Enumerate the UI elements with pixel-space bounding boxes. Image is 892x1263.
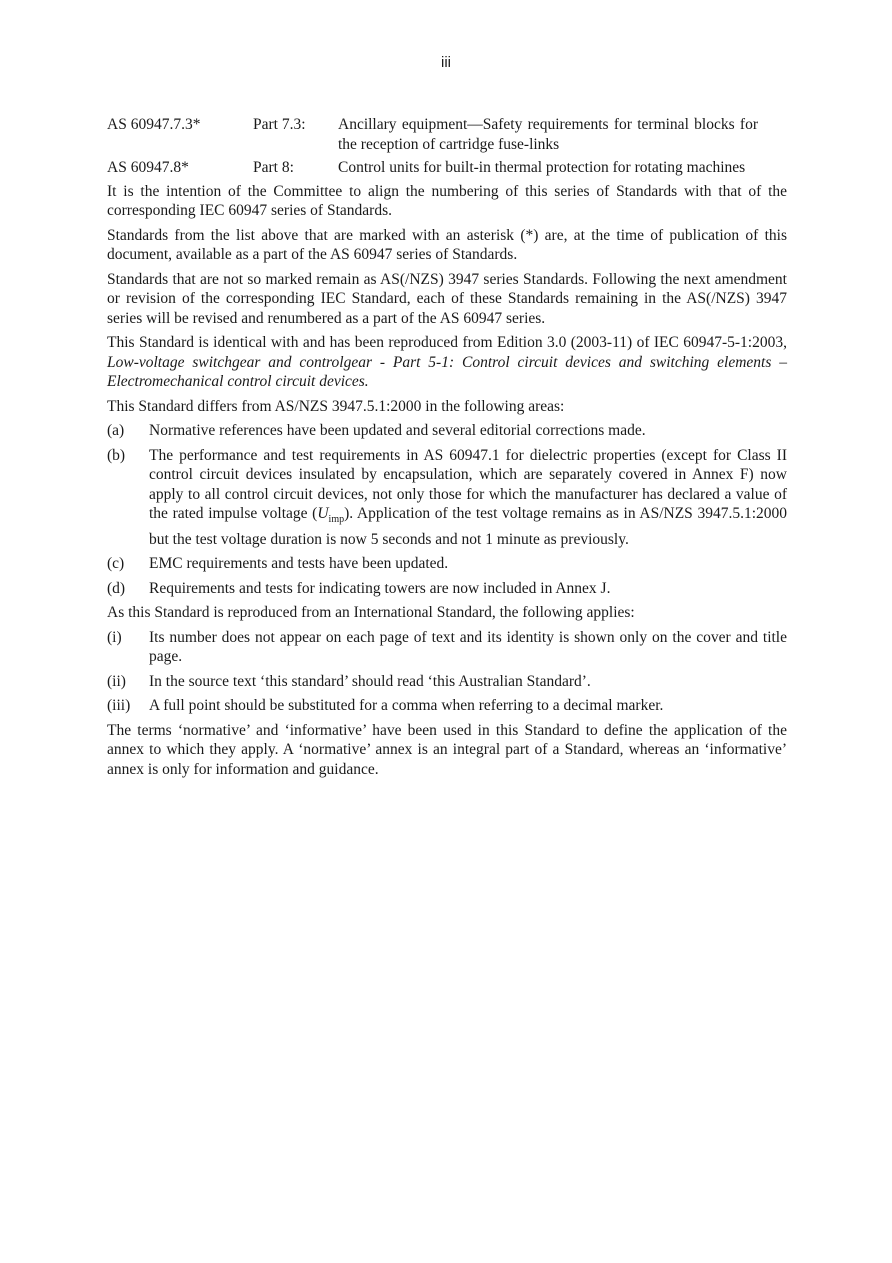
list-marker: (a) [107,422,125,439]
paragraph-not-marked: Standards that are not so marked remain as AS(/NZS) 3947 series Standards. Following the next amendment or revision of the corresponding IEC Standard, each of these Standards remaining in the AS(/NZS) 3947 series will be revised and renumbered as a part of the AS 60947 series. [107,270,787,327]
voltage-symbol: U [317,505,329,522]
list-marker: (iii) [107,697,131,715]
list-item [107,628,787,667]
list-text: Requirements and tests for indicating towers are now included in Annex J. [149,579,611,597]
list-item [107,421,787,441]
part-entry-7-3 [107,115,787,154]
list-marker: (d) [107,579,126,597]
list-item [107,672,787,692]
part-number: Part 8: [253,159,294,176]
part-code: AS 60947.7.3* [107,116,201,133]
part-code: AS 60947.8* [107,159,189,176]
text-after: ). Application of the test voltage remains as in AS/NZS 3947.5.1:2000 but the test voltage duration is now 5 seconds and not 1 minute as previously. [149,505,787,548]
iec-title: Low-voltage switchgear and controlgear - Part 5-1: Control circuit devices and switching elements – Electromechanical control circuit devices. [107,353,787,390]
list-item [107,554,787,574]
list-text: In the source text ‘this standard’ should read ‘this Australian Standard’. [149,672,591,690]
text-before: The performance and test requirements in AS 60947.1 for dielectric properties (except for Class II control circuit devices insulated by encapsulation, which are separately covered in Annex F) now apply to all control circuit devices, not only those for which the manufacturer has declared a value of the rated impulse voltage ( [149,446,787,522]
list-text: Its number does not appear on each page of text and its identity is shown only on the cover and title page. [149,628,787,666]
part-number: Part 7.3: [253,116,306,133]
list-item [107,446,787,550]
list-item [107,579,787,599]
list-text [149,446,787,550]
paragraph-asterisk: Standards from the list above that are marked with an asterisk (*) are, at the time of publication of this document, available as a part of the AS 60947 series of Standards. [107,226,787,263]
list-item [107,696,787,716]
paragraph-normative: The terms ‘normative’ and ‘informative’ have been used in this Standard to define the application of the annex to which they apply. A ‘normative’ annex is an integral part of a Standard, whereas an ‘informative’ annex is only for information and guidance. [107,721,787,778]
part-title: Control units for built-in thermal protection for rotating machines [338,159,746,176]
list-marker: (ii) [107,672,126,690]
identical-text: This Standard is identical with and has been reproduced from Edition 3.0 (2003-11) of IEC 60947-5-1:2003, [107,334,787,351]
paragraph-applies: As this Standard is reproduced from an International Standard, the following applies: [107,604,635,622]
list-marker: (i) [107,628,122,646]
list-marker: (b) [107,446,126,464]
page-number: iii [441,54,451,71]
document-body [107,115,787,784]
paragraph-identical [107,333,787,392]
part-entry-8 [107,158,787,178]
list-marker: (c) [107,555,125,573]
paragraph-differs: This Standard differs from AS/NZS 3947.5.1:2000 in the following areas: [107,397,565,415]
part-title: Ancillary equipment—Safety requirements for terminal blocks for the reception of cartridge fuse-links [338,116,758,153]
list-text: A full point should be substituted for a comma when referring to a decimal marker. [149,697,664,715]
list-text: EMC requirements and tests have been updated. [149,555,449,573]
voltage-subscript: imp [328,514,345,526]
paragraph-alignment: It is the intention of the Committee to align the numbering of this series of Standards with that of the corresponding IEC 60947 series of Standards. [107,182,787,219]
list-text: Normative references have been updated and several editorial corrections made. [149,422,646,439]
